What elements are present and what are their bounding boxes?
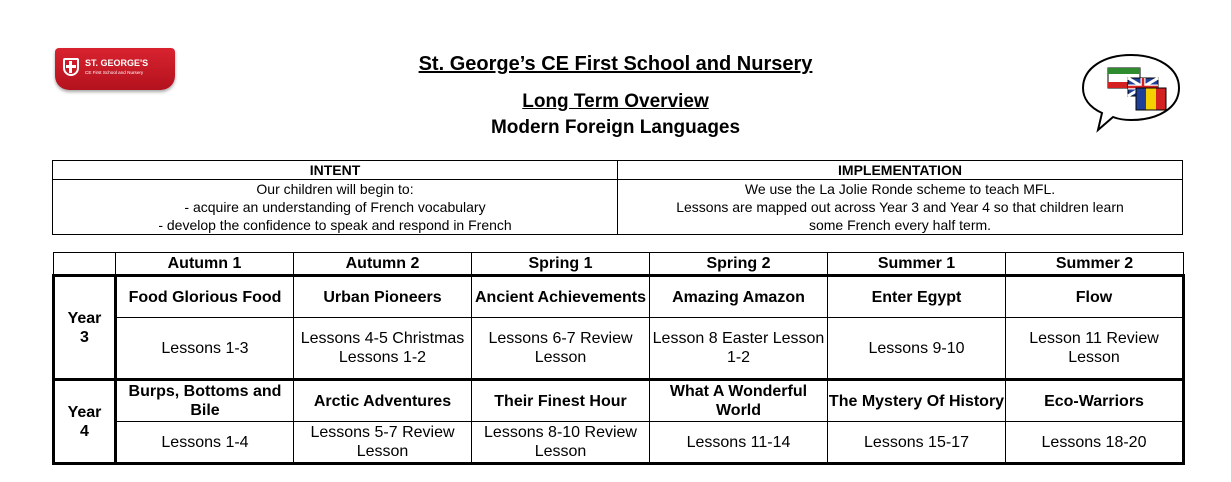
lesson-cell: Lessons 5-7 Review Lesson [294, 422, 472, 464]
topic-cell: Flow [1006, 276, 1184, 318]
implementation-line: Lessons are mapped out across Year 3 and Year 4 so that children learn [676, 199, 1124, 215]
intent-heading: INTENT [53, 161, 618, 180]
implementation-line: some French every half term. [808, 217, 992, 233]
lesson-cell: Lessons 1-4 [116, 422, 294, 464]
topic-cell: Ancient Achievements [472, 276, 650, 318]
year-4-label [54, 380, 116, 464]
implementation-line: We use the La Jolie Ronde scheme to teach MFL. [744, 181, 1056, 197]
lesson-cell: Lessons 18-20 [1006, 422, 1184, 464]
page-title: Long Term Overview [522, 91, 709, 112]
lesson-cell: Lessons 6-7 Review Lesson [472, 318, 650, 380]
lesson-cell: Lessons 9-10 [828, 318, 1006, 380]
lesson-cell: Lesson 8 Easter Lesson 1-2 [650, 318, 828, 380]
year-label-number: 3 [80, 328, 89, 346]
lesson-cell: Lessons 11-14 [650, 422, 828, 464]
intent-line: - develop the confidence to speak and respond in French [158, 217, 512, 233]
speech-bubble-flags-icon [1080, 52, 1182, 134]
topic-cell: Amazing Amazon [650, 276, 828, 318]
lesson-cell: Lessons 8-10 Review Lesson [472, 422, 650, 464]
intent-line: - acquire an understanding of French vocabulary [184, 199, 486, 215]
intent-implementation-table [52, 160, 1183, 235]
intent-body [53, 180, 618, 235]
term-header: Autumn 2 [294, 253, 472, 276]
topic-cell: Eco-Warriors [1006, 380, 1184, 422]
lesson-cell: Lesson 11 Review Lesson [1006, 318, 1184, 380]
page-subtitle: Modern Foreign Languages [490, 117, 741, 138]
topic-cell: Burps, Bottoms and Bile [116, 380, 294, 422]
topic-cell: Their Finest Hour [472, 380, 650, 422]
year-label-number: 4 [80, 422, 89, 440]
lesson-cell: Lessons 15-17 [828, 422, 1006, 464]
year-3-label [54, 276, 116, 380]
year-label-word: Year [67, 309, 102, 327]
topic-cell: Urban Pioneers [294, 276, 472, 318]
corner-cell [54, 253, 116, 276]
school-name: St. George’s CE First School and Nursery [418, 53, 813, 75]
lesson-cell: Lessons 1-3 [116, 318, 294, 380]
topic-cell: What A Wonderful World [650, 380, 828, 422]
term-header: Summer 2 [1006, 253, 1184, 276]
overview-table [52, 252, 1185, 465]
term-header: Spring 1 [472, 253, 650, 276]
logo-subtitle: CE First School and Nursery [85, 70, 144, 75]
term-header: Spring 2 [650, 253, 828, 276]
implementation-heading: IMPLEMENTATION [618, 161, 1183, 180]
implementation-body [618, 180, 1183, 235]
topic-cell: Food Glorious Food [116, 276, 294, 318]
term-header: Summer 1 [828, 253, 1006, 276]
topic-cell: Enter Egypt [828, 276, 1006, 318]
year-label-word: Year [67, 403, 102, 421]
lesson-cell: Lessons 4-5 Christmas Lessons 1-2 [294, 318, 472, 380]
intent-line: Our children will begin to: [256, 181, 414, 197]
topic-cell: The Mystery Of History [828, 380, 1006, 422]
term-header: Autumn 1 [116, 253, 294, 276]
topic-cell: Arctic Adventures [294, 380, 472, 422]
logo-name: ST. GEORGE'S [85, 58, 149, 68]
